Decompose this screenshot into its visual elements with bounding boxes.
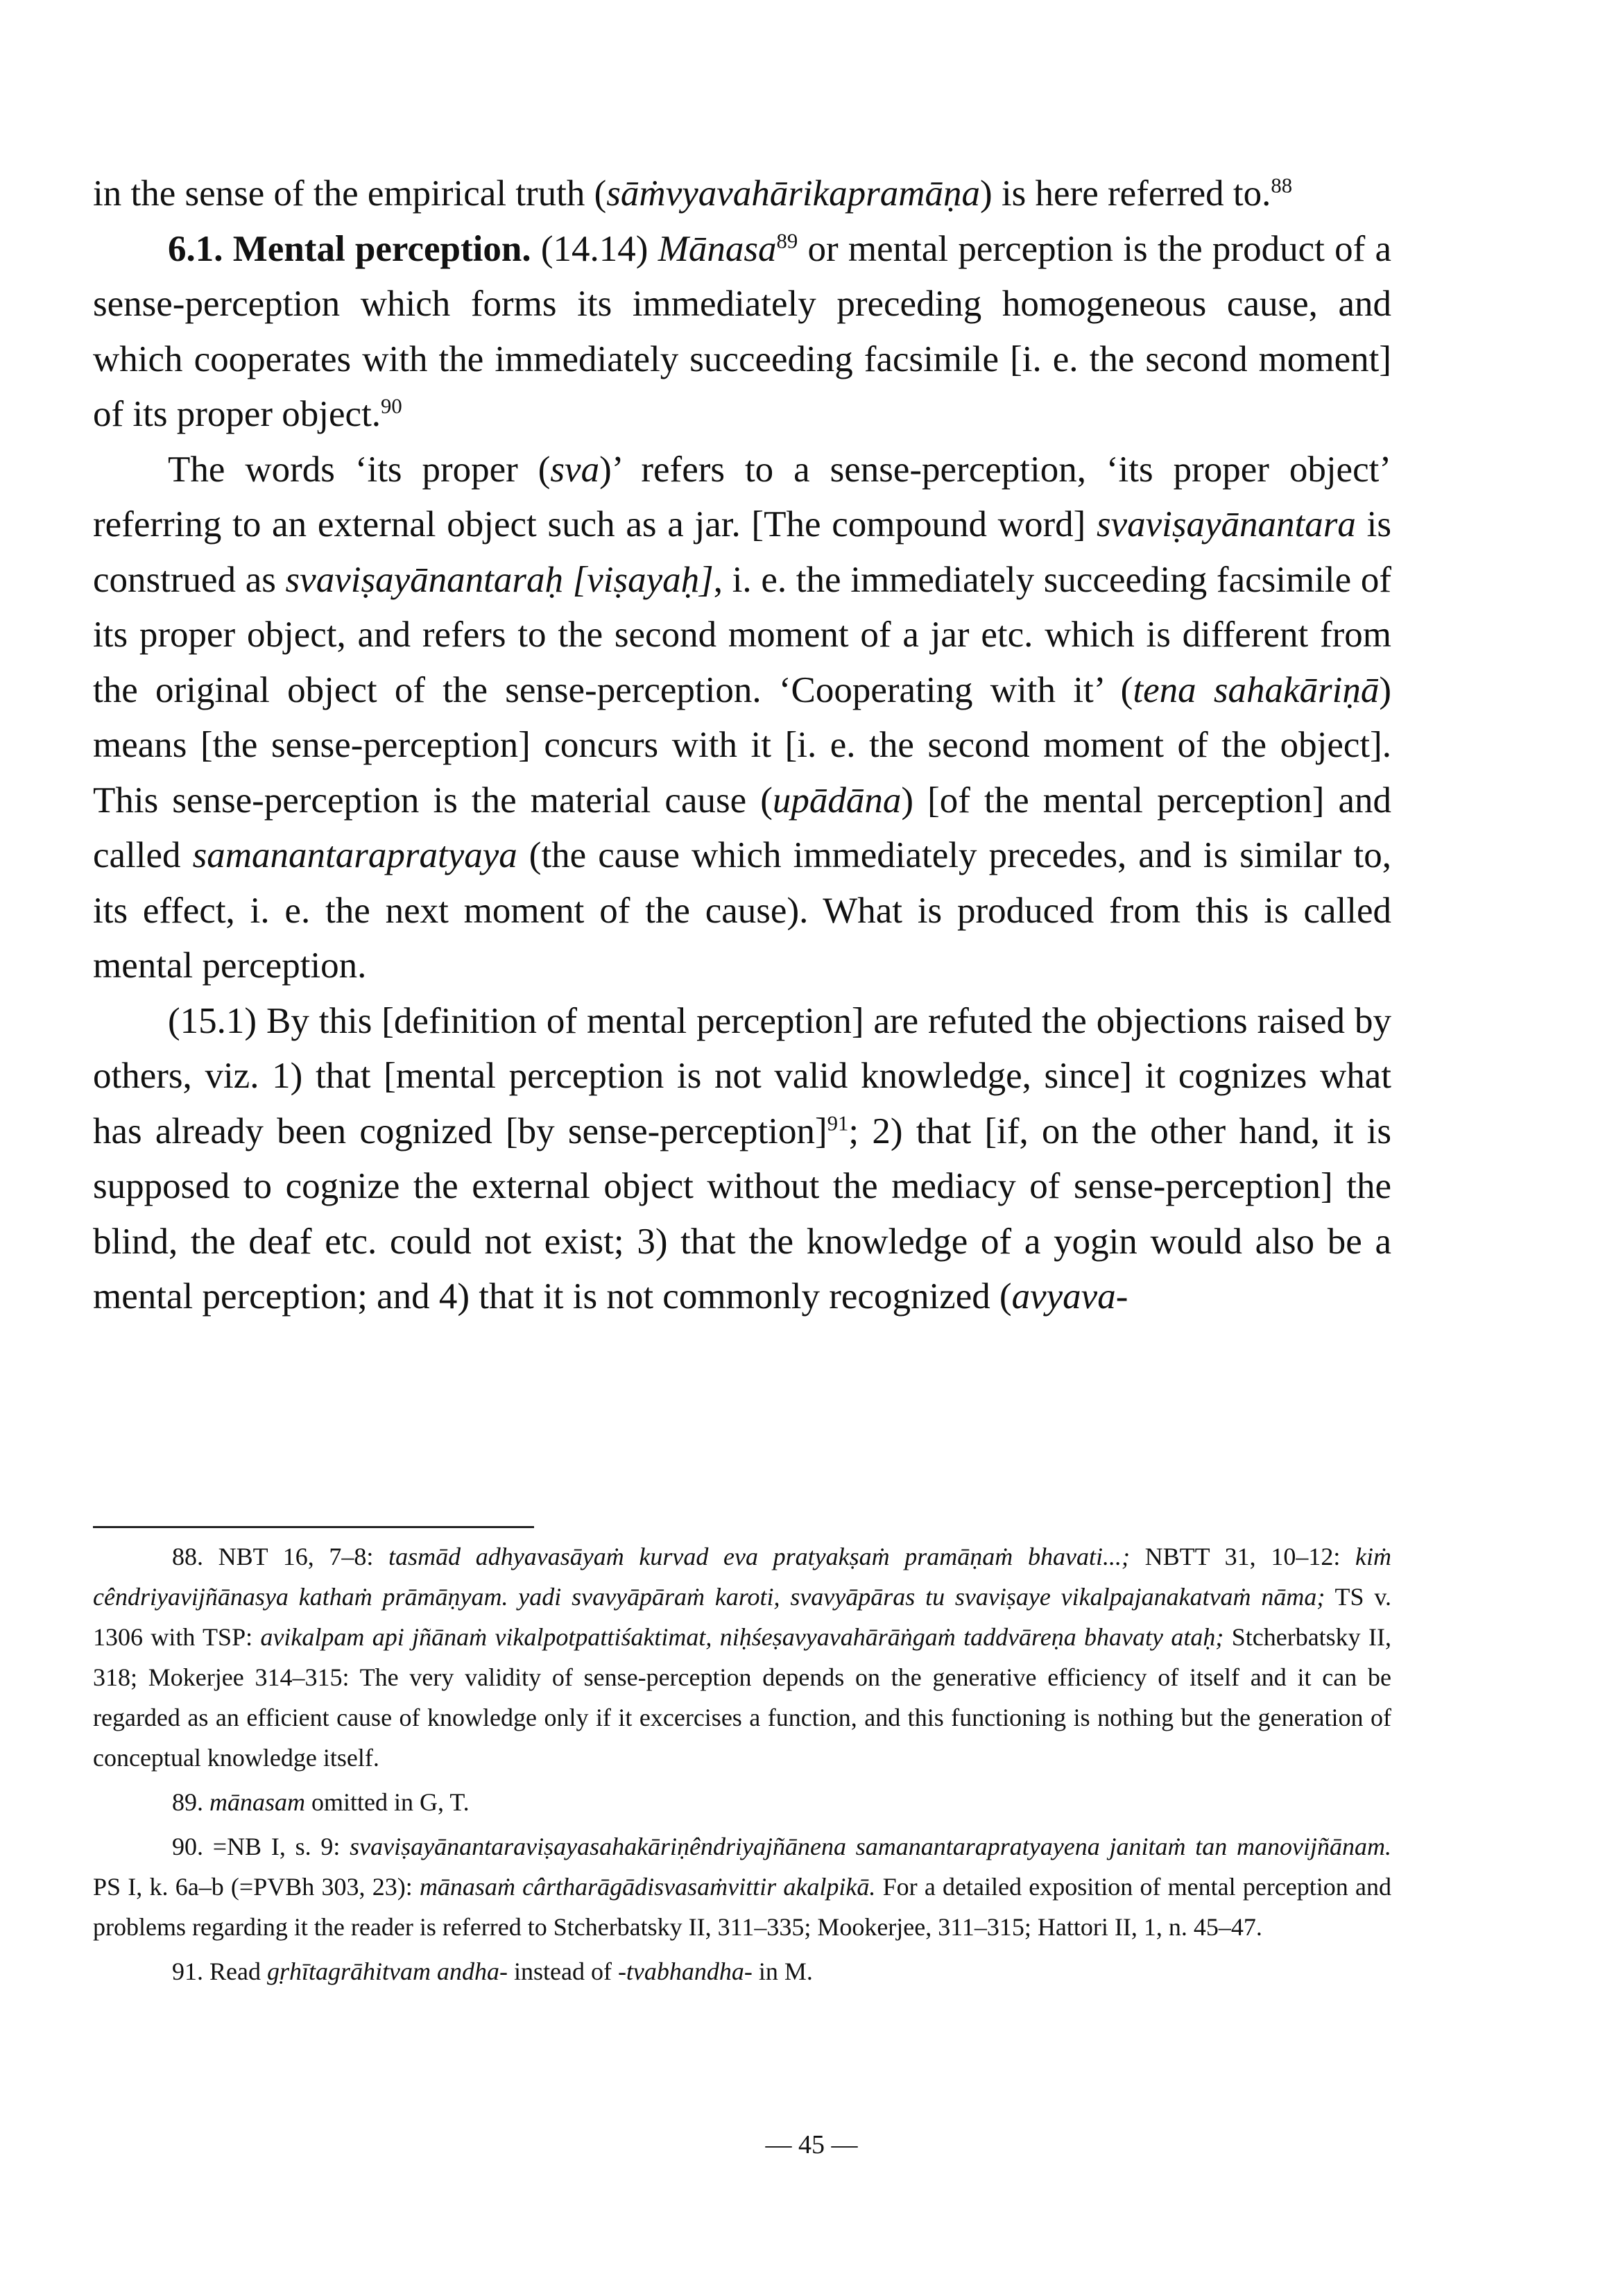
- paragraph-continuation: in the sense of the empirical truth (sāṁvyavahārikapramāṇa) is here referred to.$^{88}$: [93, 173, 1293, 214]
- footnote-ref[interactable]: 89: [776, 228, 798, 252]
- sanskrit-term: upādāna: [772, 780, 902, 821]
- section-paragraph: 6.1. Mental perception. (14.14) Mānasa$^{89}$ or mental perception is the product of a sense-perception which forms its immediately preceding homogeneous cause, and which cooperates with the immediately succeeding facsimile [i. e. the second moment] of its proper object.$^{90}$: [93, 228, 1392, 434]
- paragraph: The words ‘its proper (sva)’ refers to a sense-perception, ‘its proper object’ referring to an external object such as a jar. [The compound word] svaviṣayānantara is construed as svaviṣayānantaraḥ [viṣayaḥ], i. e. the immediately succeeding facsimile of its proper object, and refers to the second moment of a jar etc. which is different from the original object of the sense-perception. ‘Cooperating with it’ (tena sahakāriṇā) means [the sense-perception] concurs with it [i. e. the second moment of the object]. This sense-perception is the material cause (upādāna) [of the mental perception] and called samanantarapratyaya (the cause which immediately precedes, and is similar to, its effect, i. e. the next moment of the cause). What is produced from this is called mental perception.: [93, 449, 1392, 986]
- sanskrit-term: Mānasa: [658, 228, 777, 269]
- paragraph: (15.1) By this [definition of mental perception] are refuted the objections raised by others, viz. 1) that [mental perception is not valid knowledge, since] it cognizes what has already been cognized [by sense-perception]$^{91}$; 2) that [if, on the other hand, it is supposed to cognize the external object without the mediacy of sense-perception] the blind, the deaf etc. could not exist; 3) that the knowledge of a yogin would also be a mental perception; and 4) that it is not commonly recognized (avyava-: [93, 1000, 1391, 1317]
- footnote-89: 89. mānasam omitted in G, T.: [172, 1788, 470, 1816]
- sanskrit-term: avyava-: [1011, 1276, 1128, 1317]
- section-number: 6.1.: [168, 228, 223, 269]
- footnote-number: 91.: [172, 1957, 203, 1985]
- sanskrit-term: sāṁvyavahārikapramāṇa: [606, 173, 981, 214]
- footnotes: [93, 1536, 1391, 1996]
- sanskrit-term: samanantarapratyaya: [192, 835, 517, 875]
- sanskrit-term: svaviṣayānantara: [1097, 504, 1356, 545]
- footnote-91: 91. Read gṛhītagrāhitvam andha- instead of -tvabhandha- in M.: [172, 1957, 813, 1985]
- sanskrit-term: sva: [550, 449, 600, 490]
- footnote-ref[interactable]: 88: [1271, 173, 1293, 198]
- footnote-number: 88.: [172, 1543, 203, 1570]
- footnote-ref[interactable]: 91: [827, 1111, 849, 1135]
- page-number: — 45 —: [765, 2130, 858, 2159]
- main-text: [93, 166, 1391, 1325]
- sanskrit-term: tena sahakāriṇā: [1133, 669, 1380, 710]
- section-title: Mental perception.: [232, 228, 531, 269]
- footnote-ref[interactable]: 90: [381, 394, 402, 418]
- footnote-number: 90.: [172, 1833, 203, 1860]
- footnote-90: 90. =NB I, s. 9: svaviṣayānantaraviṣayasahakāriṇêndriyajñānena samanantarapratyayena janitaṁ tan manovijñānam. PS I, k. 6a–b (=PVBh 303, 23): mānasaṁ cârtharāgādisvasaṁvittir akalpikā. For a detailed exposition of mental perception and problems regarding it the reader is referred to Stcherbatsky II, 311–335; Mookerjee, 311–315; Hattori II, 1, n. 45–47.: [93, 1833, 1392, 1941]
- footnote-88: 88. NBT 16, 7–8: tasmād adhyavasāyaṁ kurvad eva pratyakṣaṁ pramāṇaṁ bhavati...; NBTT 31, 10–12: kiṁ cêndriyavijñānasya kathaṁ prāmāṇyam. yadi svavyāpāraṁ karoti, svavyāpāras tu svaviṣaye vikalpajanakatvaṁ nāma; TS v. 1306 with TSP: avikalpam api jñānaṁ vikalpotpattiśaktimat, niḥśeṣavyavahārāṅgaṁ taddvāreṇa bhavaty ataḥ; Stcherbatsky II, 318; Mokerjee 314–315: The very validity of sense-perception depends on the generative efficiency of itself and it can be regarded as an efficient cause of knowledge only if it excercises a function, and this functioning is nothing but the generation of conceptual knowledge itself.: [93, 1543, 1392, 1772]
- footnote-number: 89.: [172, 1788, 203, 1816]
- sanskrit-term: svaviṣayānantaraḥ [viṣayaḥ]: [285, 559, 714, 600]
- footnote-divider: [93, 1526, 534, 1528]
